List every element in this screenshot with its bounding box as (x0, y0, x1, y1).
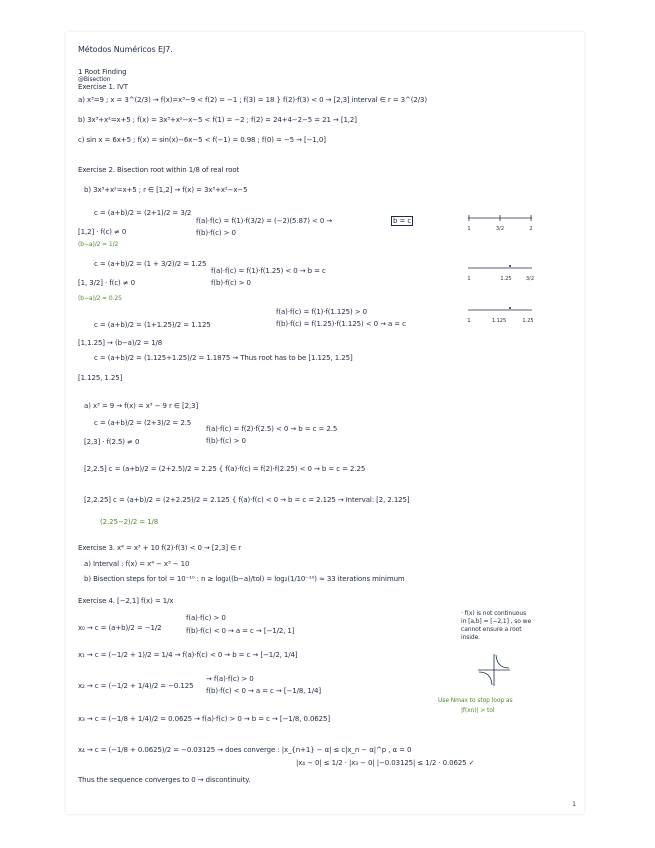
ex1-part-b: b) 3x³+x²=x+5 ; f(x) = 3x³+x²−x−5 < f(1) = −2 ; f(2) = 24+4−2−5 = 21 → [1,2] (78, 116, 357, 124)
hyperbola-sketch (476, 652, 512, 688)
number-line-sketch-1 (466, 212, 536, 236)
ex4-conclusion: Thus the sequence converges to 0 → discontinuity. (78, 776, 251, 784)
ex2a-line-2: [2,2.5] c = (a+b)/2 = (2+2.5)/2 = 2.25 { f(a)·f(c) = f(2)·f(2.25) < 0 → b = c = 2.25 (84, 465, 366, 473)
ex4-green-note-line2: |f(xn)| > tol (461, 707, 495, 714)
nl2-tick-mid: 1.25 (500, 276, 512, 282)
ex2a-error-fraction: (2.25−2)/2 = 1/8 (100, 518, 159, 526)
ex3-part-b: b) Bisection steps for tol = 10⁻¹⁰ : n ≥ log₂((b−a)/tol) = log₂(1/10⁻¹⁰) ≈ 33 iterations minimum (84, 575, 405, 583)
nl3-tick-mid: 1.125 (491, 318, 507, 324)
ex2-step1-midpoint: c = (a+b)/2 = (2+1)/2 = 3/2 (94, 209, 192, 217)
page-title: Métodos Numéricos EJ7. (78, 45, 173, 54)
ex2-step1-interval: [1,2] · f(c) ≠ 0 (78, 228, 127, 236)
ex4-note-line3: cannot ensure a root (461, 626, 522, 633)
nl3-tick-right: 1.25 (522, 318, 534, 324)
ex2a-setup: a) x³ = 9 → f(x) = x³ − 9 r ∈ [2,3] (84, 402, 199, 410)
nl2-tick-right: 3/2 (525, 276, 535, 282)
ex2-step2-error: (b−a)/2 = 0.25 (78, 295, 122, 302)
ex2-step4-midpoint: c = (a+b)/2 = (1.125+1.25)/2 = 1.1875 → Thus root has to be [1.125, 1.25] (94, 354, 353, 362)
ex2-step2-midpoint: c = (a+b)/2 = (1 + 3/2)/2 = 1.25 (94, 260, 207, 268)
ex2-step3-midpoint: c = (a+b)/2 = (1+1.25)/2 = 1.125 (94, 321, 211, 329)
ex2-step3-interval: [1,1.25] → (b−a)/2 = 1/8 (78, 339, 163, 347)
ex2-step1-error: (b−a)/2 = 1/2 (78, 241, 119, 248)
number-line-sketch-2 (466, 262, 536, 286)
ex4-x0-case1: f(a)·f(c) > 0 (186, 614, 226, 622)
notebook-page (66, 32, 584, 814)
ex2-b-setup: b) 3x³+x²=x+5 ; r ∈ [1,2] → f(x) = 3x³+x²−x−5 (84, 186, 248, 194)
nl2-tick-left: 1 (467, 276, 471, 282)
exercise-4-heading: Exercise 4. [−2,1] f(x) = 1/x (78, 597, 174, 605)
section-heading: 1 Root Finding (78, 68, 127, 76)
ex2a-case-1b: f(b)·f(c) > 0 (206, 437, 246, 445)
ex2-step1-case2: f(b)·f(c) > 0 (196, 229, 236, 237)
exercise-1-heading: Exercise 1. IVT (78, 83, 128, 91)
page-number: 1 (572, 801, 576, 808)
ex2-step3-case1: f(a)·f(c) = f(1)·f(1.125) > 0 (276, 308, 367, 316)
nl3-tick-left: 1 (467, 318, 471, 324)
ex4-note-line2: in [a,b] = [−2,1] , so we (461, 618, 532, 625)
ex4-x1: x₁ → c = (−1/2 + 1)/2 = 1/4 → f(a)·f(c) < 0 → b = c → [−1/2, 1/4] (78, 651, 298, 659)
ex2a-line-3: [2,2.25] c = (a+b)/2 = (2+2.25)/2 = 2.125 { f(a)·f(c) < 0 → b = c = 2.125 → Interval: [2, 2.125] (84, 496, 410, 504)
ex2-step1-result-box: b = c (393, 217, 412, 225)
ex4-x4-check: |x₄ − 0| ≤ 1/2 · |x₃ − 0| |−0.03125| ≤ 1/2 · 0.0625 ✓ (296, 759, 475, 767)
ex2-step4-interval: [1.125, 1.25] (78, 374, 123, 382)
ex4-x4: x₄ → c = (−1/8 + 0.0625)/2 = −0.03125 → does converge : |x_{n+1} − α| ≤ c|x_n − α|^p , α = 0 (78, 746, 412, 754)
ex2-step1-case1: f(a)·f(c) = f(1)·f(3/2) = (−2)(5.87) < 0 → (196, 217, 333, 225)
ex2a-interval-1: [2,3] · f(2.5) ≠ 0 (84, 438, 140, 446)
ex4-x2-case1: → f(a)·f(c) > 0 (206, 675, 254, 683)
nl1-tick-right: 2 (529, 226, 533, 232)
ex3-part-a: a) Interval : f(x) = x⁴ − x³ − 10 (84, 560, 190, 568)
ex4-note-line1: · f(x) is not continuous (461, 610, 527, 617)
ex2a-midpoint-1: c = (a+b)/2 = (2+3)/2 = 2.5 (94, 419, 192, 427)
number-line-sketch-3 (466, 304, 536, 328)
ex2-step2-case2: f(b)·f(c) > 0 (211, 279, 251, 287)
ex4-x2: x₂ → c = (−1/2 + 1/4)/2 = −0.125 (78, 682, 194, 690)
ex2-step3-case2: f(b)·f(c) = f(1.25)·f(1.125) < 0 → a = c (276, 320, 406, 328)
nl1-tick-left: 1 (467, 226, 471, 232)
section-subheading: @Bisection (78, 76, 111, 83)
ex2-step2-case1: f(a)·f(c) = f(1)·f(1.25) < 0 → b = c (211, 267, 326, 275)
ex4-note-line4: inside. (461, 634, 480, 641)
ex2-step2-interval: [1, 3/2] · f(c) ≠ 0 (78, 279, 135, 287)
ex1-part-a: a) x³=9 ; x = 3^(2/3) → f(x)=x³−9 < f(2) = −1 ; f(3) = 18 } f(2)·f(3) < 0 → [2,3] interval ∈ r = 3^(2/3) (78, 96, 427, 104)
ex1-part-c: c) sin x = 6x+5 ; f(x) = sin(x)−6x−5 < f(−1) = 0.98 ; f(0) = −5 → [−1,0] (78, 136, 326, 144)
nl1-tick-mid: 3/2 (495, 226, 505, 232)
ex4-x0: x₀ → c = (a+b)/2 = −1/2 (78, 624, 162, 632)
ex4-x3: x₃ → c = (−1/8 + 1/4)/2 = 0.0625 → f(a)·f(c) > 0 → b = c → [−1/8, 0.0625] (78, 715, 330, 723)
exercise-2-heading: Exercise 2. Bisection root within 1/8 of real root (78, 166, 240, 174)
ex4-green-note-line1: Use Nmax to stop loop as (438, 697, 513, 704)
ex4-x0-case2: f(b)·f(c) < 0 → a = c → [−1/2, 1] (186, 627, 295, 635)
ex4-x2-case2: f(b)·f(c) < 0 → a = c → [−1/8, 1/4] (206, 687, 322, 695)
ex2a-case-1a: f(a)·f(c) = f(2)·f(2.5) < 0 → b = c = 2.5 (206, 425, 338, 433)
exercise-3-heading: Exercise 3. x⁴ = x³ + 10 f(2)·f(3) < 0 → [2,3] ∈ r (78, 544, 242, 552)
